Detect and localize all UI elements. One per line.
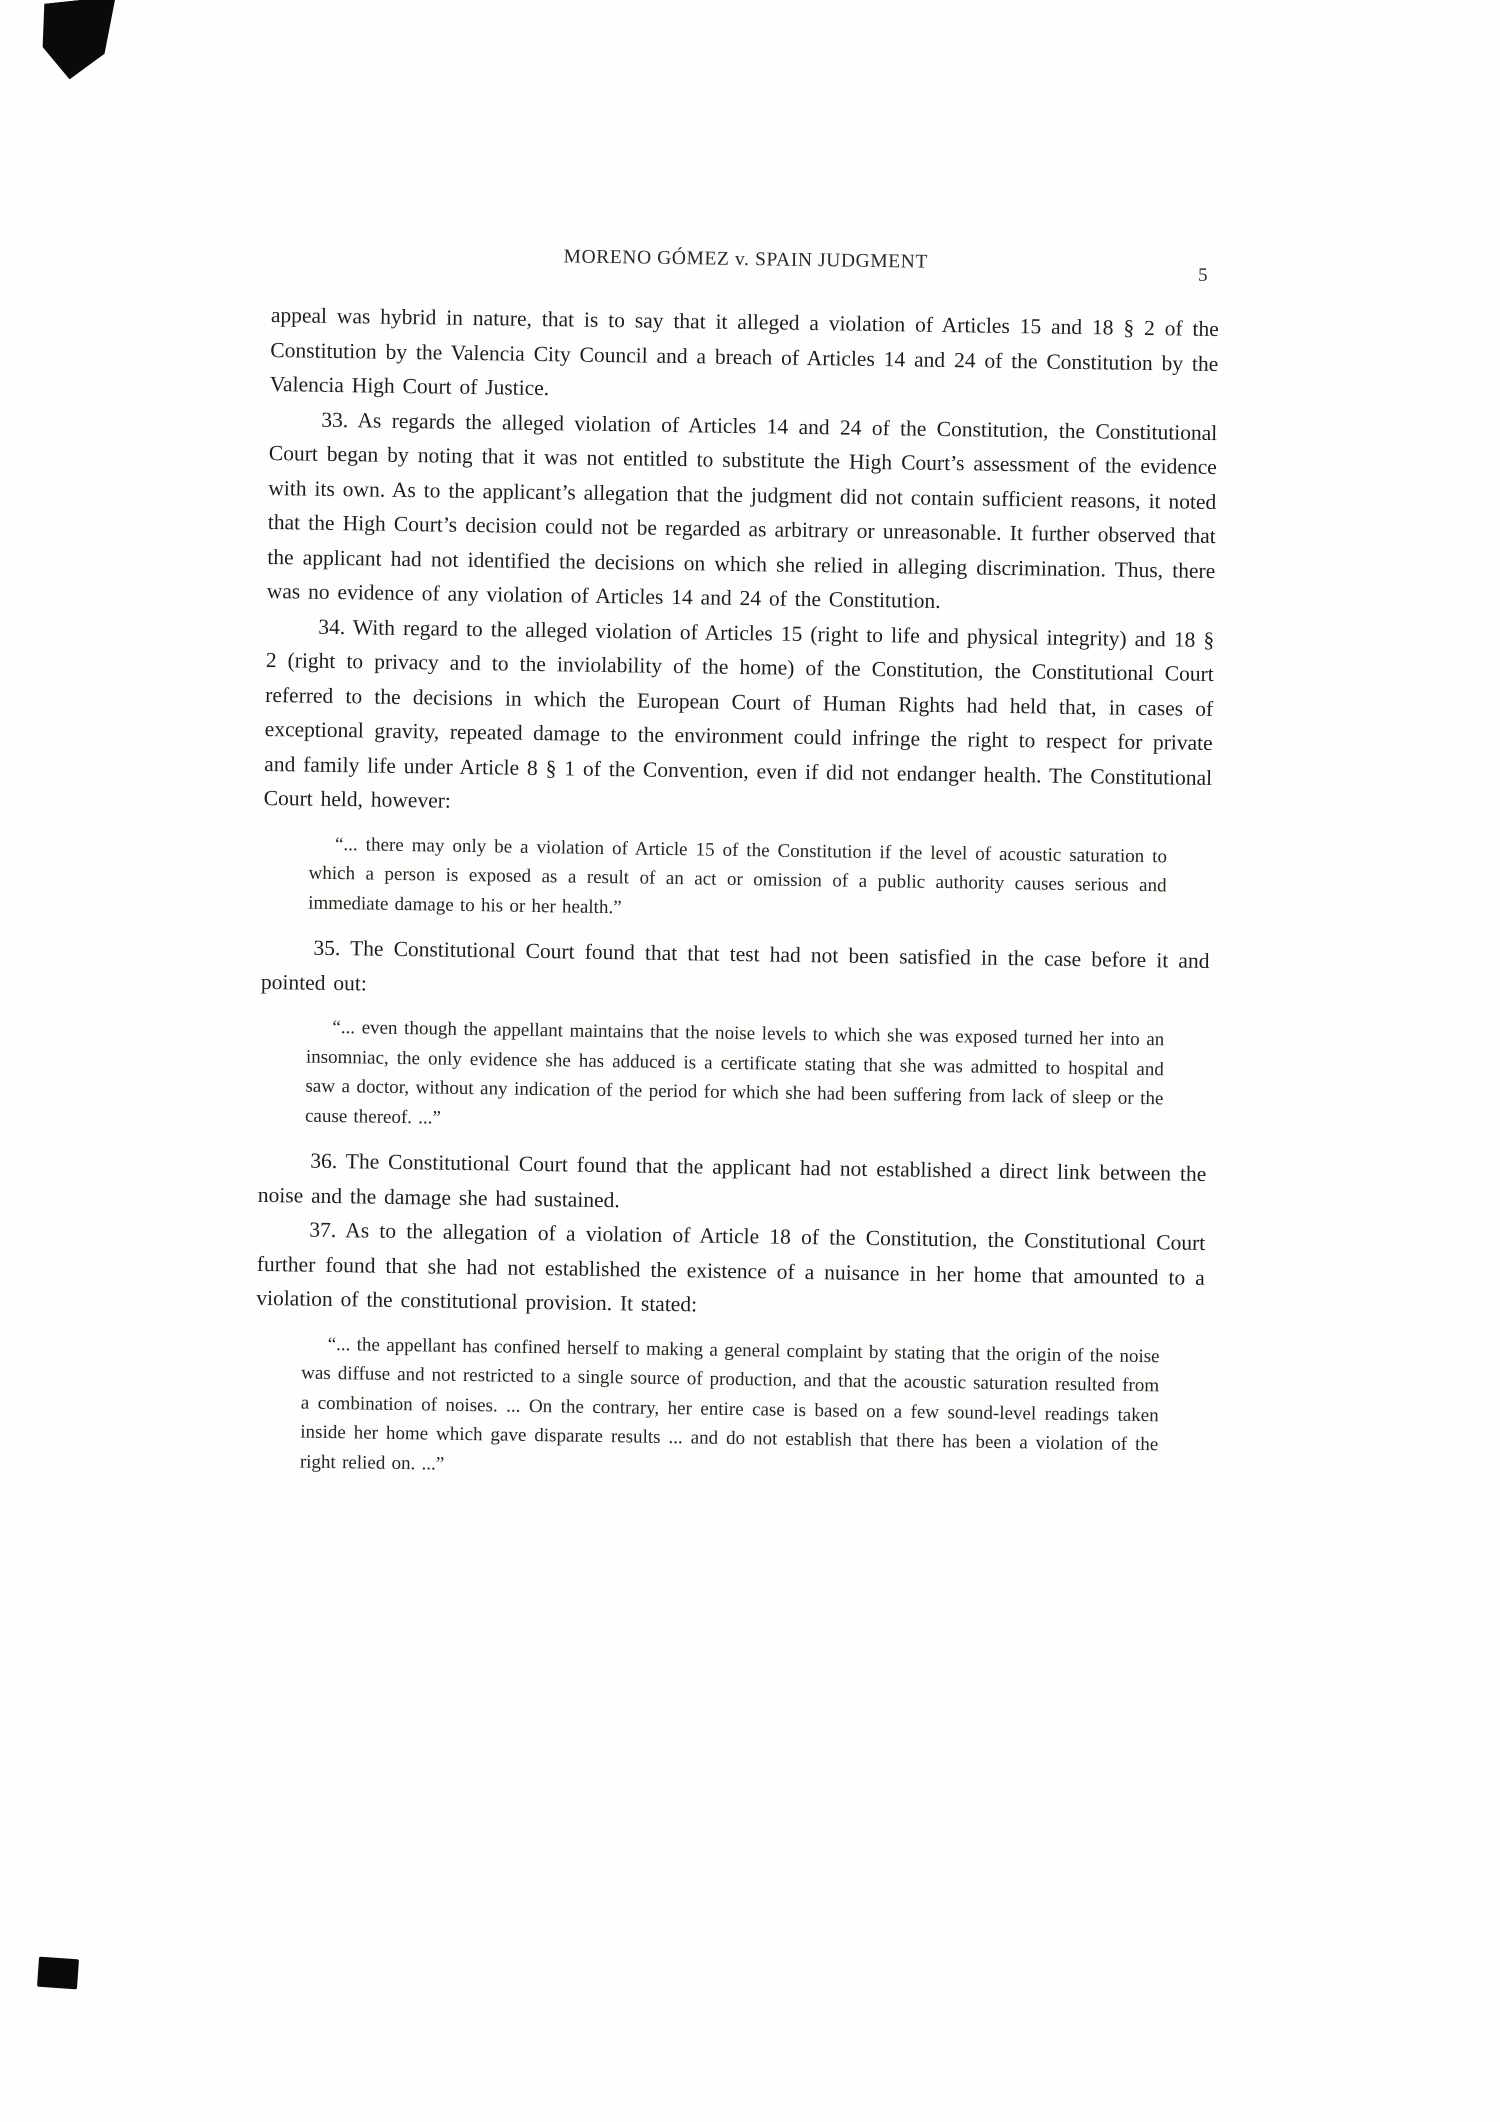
scan-ink-mark-bottom-left xyxy=(37,1957,79,1990)
page-number: 5 xyxy=(1197,264,1208,286)
body-paragraph: 35. The Constitutional Court found that that test had not been satisfied in the case before it and pointed out: xyxy=(260,935,1210,995)
body-paragraph: 34. With regard to the alleged violation of Articles 15 (right to life and physical integrity) and 18 § 2 (right to privacy and to the inviolability of the home) of the Constitution, the Constitutional Court referred to the decisions in which the European Court of Human Rights had held that, in cases of exceptional gravity, repeated damage to the environment could infringe the right to respect for private and family life under Article 8 § 1 of the Convention, even if did not endanger health. The Constitutional Court held, however: xyxy=(263,614,1215,813)
body-paragraph: 37. As to the allegation of a violation of Article 18 of the Constitution, the Constitutional Court further found that she had not established the existence of a nuisance in her home that amounted to a violation of the constitutional provision. It stated: xyxy=(256,1217,1206,1317)
quoted-passage: “... the appellant has confined herself to making a general complaint by stating that the origin of the noise was diffuse and not restricted to a single source of production, and that the acoustic saturation resulted from a combination of noises. ... On the contrary, her entire case is based on a few sound-level readings taken inside her home which gave disparate results ... and do not establish that there has been a violation of the right relied on. ...” xyxy=(299,1333,1160,1475)
running-title: MORENO GÓMEZ v. SPAIN JUDGMENT xyxy=(563,246,929,273)
document-content xyxy=(254,242,1220,1503)
body-paragraph: appeal was hybrid in nature, that is to say that it alleged a violation of Articles 15 and 18 § 2 of the Constitution by the Valencia City Council and a breach of Articles 14 and 24 of the Constitution by the Valencia High Court of Justice. xyxy=(269,302,1219,401)
body-paragraph: 36. The Constitutional Court found that the applicant had not established a direct link between the noise and the damage she had sustained. xyxy=(257,1148,1207,1212)
quoted-passage: “... there may only be a violation of Article 15 of the Constitution if the level of acoustic saturation to which a person is exposed as a result of an act or omission of a public authority causes serious and immediate damage to his or her health.” xyxy=(308,833,1168,918)
quoted-passage: “... even though the appellant maintains that the noise levels to which she was exposed turned her into an insomniac, the only evidence she has adduced is a certificate stating that she was admitted to hospital and saw a doctor, without any indication of the period for which she had been suffering from lack of sleep or the cause thereof. ...” xyxy=(304,1016,1165,1129)
body-paragraph: 33. As regards the alleged violation of Articles 14 and 24 of the Constitution, the Constitutional Court began by noting that it was not entitled to substitute the High Court’s assessment of the evidence with its own. As to the applicant’s allegation that the judgment did not contain sufficient reasons, it noted that the High Court’s decision could not be regarded as arbitrary or unreasonable. It further observed that the applicant had not identified the decisions on which she relied in alleging discrimination. Thus, there was no evidence of any violation of Articles 14 and 24 of the Constitution. xyxy=(266,407,1218,613)
page-header xyxy=(272,242,1220,286)
scan-ink-mark-top-left xyxy=(38,0,124,82)
document-body xyxy=(254,298,1219,1490)
